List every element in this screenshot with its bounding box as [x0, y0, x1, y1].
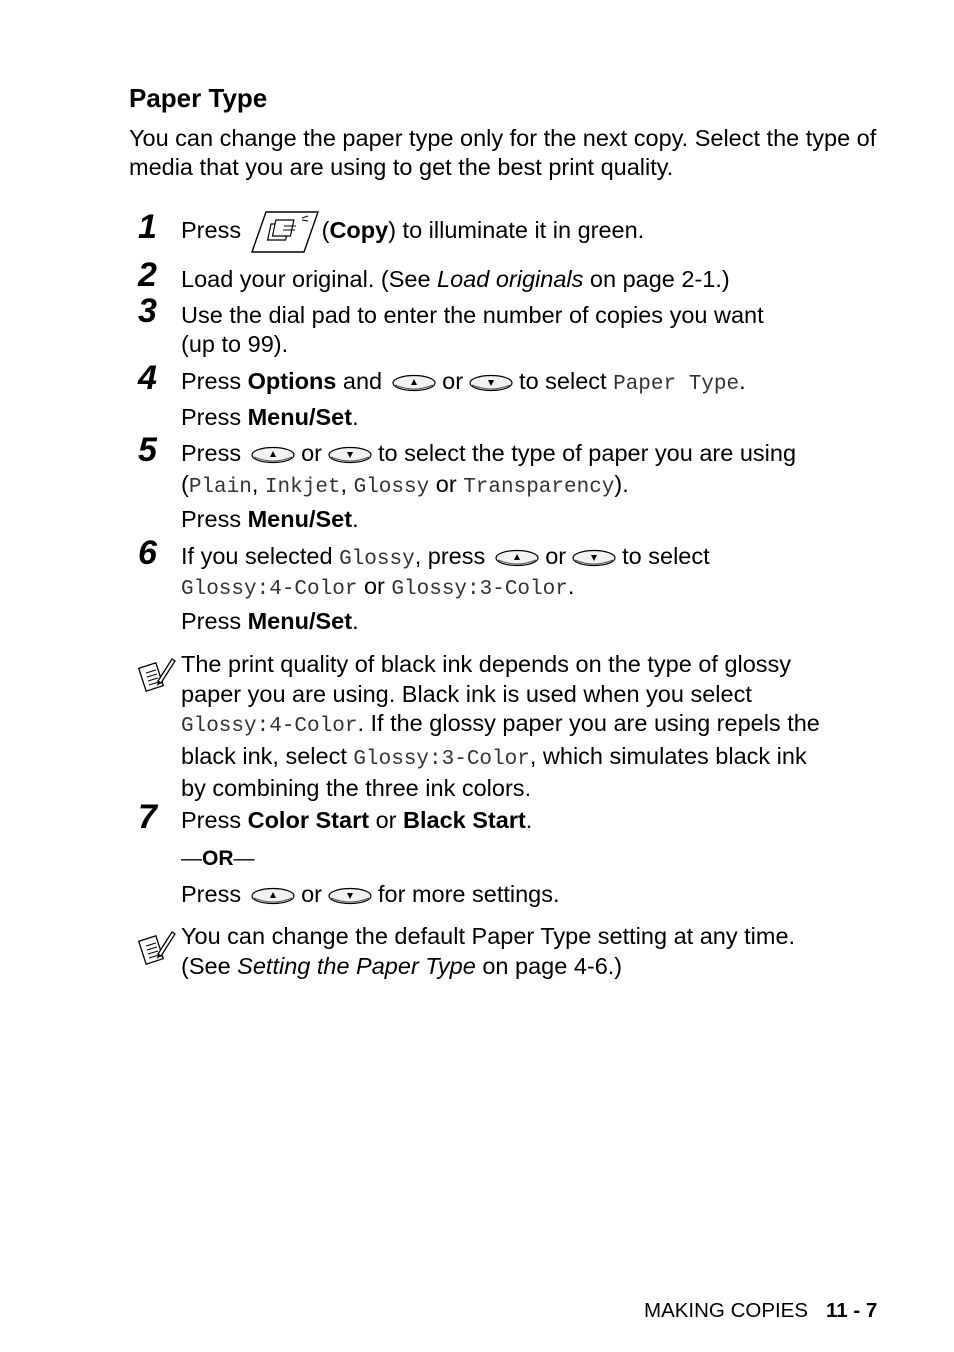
up-arrow-button-icon: [495, 549, 539, 567]
step-2-text: Load your original. (See Load originals on page 2-1.): [181, 266, 730, 292]
step-number-3: 3: [138, 292, 157, 330]
step-1-text: Press (Copy) to illuminate it in green.: [181, 202, 644, 258]
step-number-7: 7: [138, 798, 157, 836]
note-default-paper-type: You can change the default Paper Type setting at any time. (See Setting the Paper Type on page 4-6.): [181, 923, 796, 979]
note-glossy-ink: The print quality of black ink depends on the type of glossy paper you are using. Black ink is used when you select Glossy:4-Color. If the glossy paper you are using repels the black ink, select Glossy:3-Color, which simulates black ink by combining the three ink colors.: [181, 651, 820, 801]
down-arrow-button-icon: [328, 887, 372, 905]
or-separator: —OR—: [181, 847, 255, 870]
up-arrow-button-icon: [251, 887, 295, 905]
cross-reference: Load originals: [437, 266, 584, 292]
step-number-2: 2: [138, 256, 157, 294]
step-5-line-2: (Plain, Inkjet, Glossy or Transparency).: [181, 471, 629, 499]
step-number-1: 1: [138, 208, 157, 246]
down-arrow-button-icon: [328, 446, 372, 464]
step-4-line-2: Press Menu/Set.: [181, 404, 359, 430]
step-6-line-1: If you selected Glossy, press or to select: [181, 543, 710, 571]
step-6-line-3: Press Menu/Set.: [181, 608, 359, 634]
page-footer: [644, 1299, 877, 1323]
cross-reference: Setting the Paper Type: [237, 952, 476, 979]
step-4-line-1: Press Options and or to select Paper Type.: [181, 368, 746, 396]
up-arrow-button-icon: [251, 446, 295, 464]
step-7-line-1: Press Color Start or Black Start.: [181, 807, 533, 833]
step-number-5: 5: [138, 431, 157, 469]
intro-paragraph: You can change the paper type only for the next copy. Select the type of media that you are using to get the best print quality.: [129, 125, 877, 180]
note-pencil-icon: [138, 928, 176, 966]
step-number-6: 6: [138, 534, 157, 572]
step-3-line-2: (up to 99).: [181, 331, 289, 357]
step-6-line-2: Glossy:4-Color or Glossy:3-Color.: [181, 573, 575, 601]
note-pencil-icon: [138, 655, 176, 693]
step-7-line-3: Press or for more settings.: [181, 881, 560, 907]
step-number-4: 4: [138, 359, 157, 397]
up-arrow-button-icon: [392, 374, 436, 392]
step-5-line-1: Press or to select the type of paper you are using: [181, 440, 797, 466]
step-5-line-3: Press Menu/Set.: [181, 506, 359, 532]
step-3-line-1: Use the dial pad to enter the number of copies you want: [181, 302, 764, 328]
page-number: 11 - 7: [826, 1299, 878, 1322]
copy-key-icon: [250, 210, 320, 254]
menu-option-paper-type: Paper Type: [613, 373, 740, 396]
page-heading: Paper Type: [129, 83, 268, 113]
down-arrow-button-icon: [572, 549, 616, 567]
down-arrow-button-icon: [469, 374, 513, 392]
footer-section: MAKING COPIES: [644, 1299, 809, 1322]
